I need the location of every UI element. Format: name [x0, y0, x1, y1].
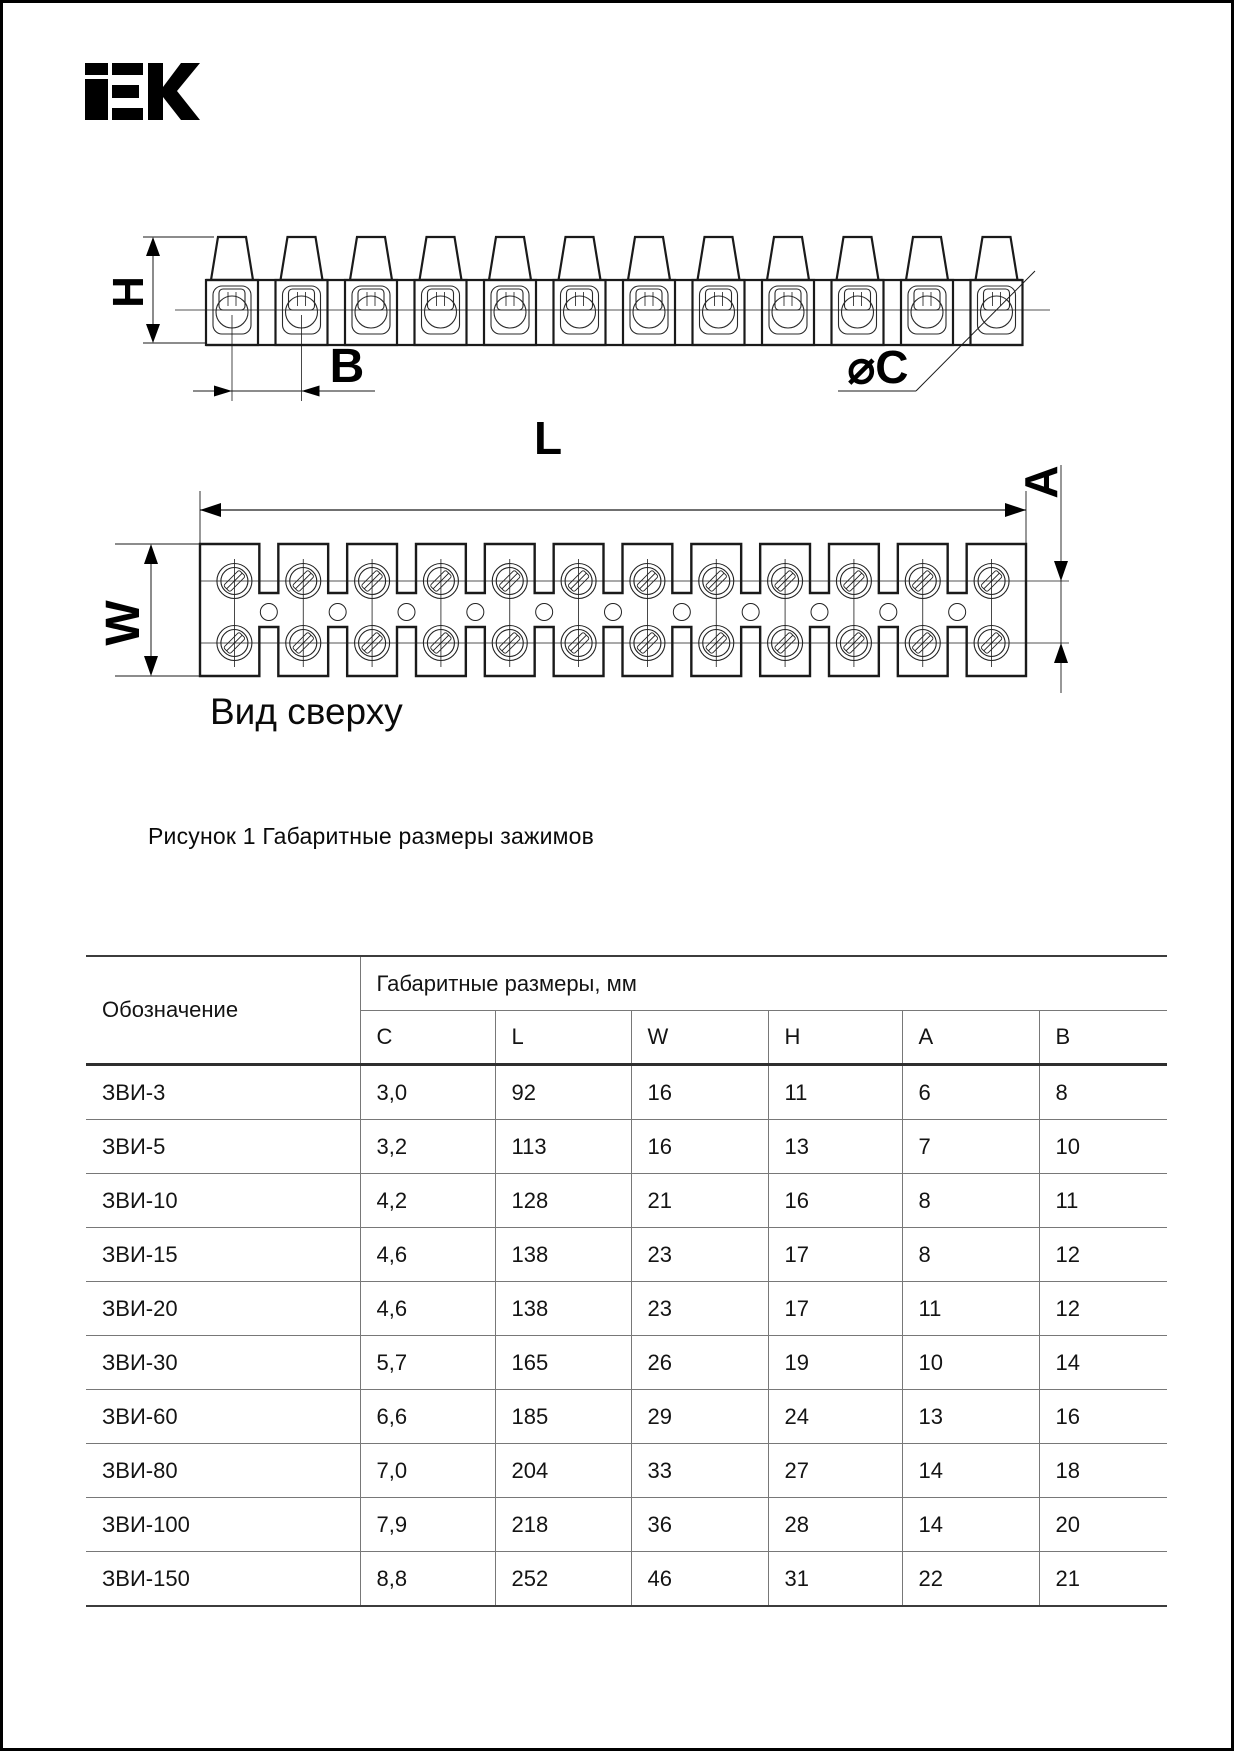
col-header-b: B	[1039, 1011, 1167, 1065]
table-row	[86, 1065, 1167, 1120]
table-row	[86, 1336, 1167, 1390]
cell-h: 13	[768, 1120, 902, 1174]
cell-a: 22	[902, 1552, 1039, 1607]
table-row	[86, 1498, 1167, 1552]
dimensions-table	[86, 955, 1167, 1607]
cell-b: 14	[1039, 1336, 1167, 1390]
col-header-w: W	[631, 1011, 768, 1065]
cell-h: 28	[768, 1498, 902, 1552]
figure-caption: Рисунок 1 Габаритные размеры зажимов	[148, 823, 595, 849]
row-designation: ЗВИ-15	[86, 1228, 360, 1282]
cell-b: 12	[1039, 1228, 1167, 1282]
cell-h: 16	[768, 1174, 902, 1228]
cell-w: 36	[631, 1498, 768, 1552]
cell-l: 138	[495, 1228, 631, 1282]
cell-c: 4,2	[360, 1174, 495, 1228]
cell-h: 17	[768, 1282, 902, 1336]
designation-header: Обозначение	[86, 956, 360, 1065]
dim-label-a: A	[1015, 465, 1067, 499]
row-designation: ЗВИ-60	[86, 1390, 360, 1444]
table-row	[86, 1552, 1167, 1607]
cell-b: 16	[1039, 1390, 1167, 1444]
cell-a: 8	[902, 1228, 1039, 1282]
cell-a: 6	[902, 1065, 1039, 1120]
cell-h: 27	[768, 1444, 902, 1498]
cell-c: 8,8	[360, 1552, 495, 1607]
cell-a: 7	[902, 1120, 1039, 1174]
table-row	[86, 1444, 1167, 1498]
cell-c: 6,6	[360, 1390, 495, 1444]
cell-l: 165	[495, 1336, 631, 1390]
cell-c: 3,2	[360, 1120, 495, 1174]
cell-l: 218	[495, 1498, 631, 1552]
cell-w: 16	[631, 1065, 768, 1120]
cell-a: 11	[902, 1282, 1039, 1336]
cell-a: 13	[902, 1390, 1039, 1444]
cell-h: 24	[768, 1390, 902, 1444]
cell-c: 7,9	[360, 1498, 495, 1552]
cell-w: 26	[631, 1336, 768, 1390]
cell-l: 92	[495, 1065, 631, 1120]
cell-w: 23	[631, 1282, 768, 1336]
cell-c: 5,7	[360, 1336, 495, 1390]
row-designation: ЗВИ-10	[86, 1174, 360, 1228]
cell-w: 29	[631, 1390, 768, 1444]
cell-b: 18	[1039, 1444, 1167, 1498]
cell-l: 113	[495, 1120, 631, 1174]
row-designation: ЗВИ-30	[86, 1336, 360, 1390]
top-view-caption: Вид сверху	[210, 691, 403, 732]
cell-b: 12	[1039, 1282, 1167, 1336]
cell-l: 128	[495, 1174, 631, 1228]
cell-h: 31	[768, 1552, 902, 1607]
table-row	[86, 1390, 1167, 1444]
cell-w: 23	[631, 1228, 768, 1282]
cell-a: 10	[902, 1336, 1039, 1390]
cell-a: 14	[902, 1444, 1039, 1498]
col-header-l: L	[495, 1011, 631, 1065]
cell-h: 17	[768, 1228, 902, 1282]
col-header-a: A	[902, 1011, 1039, 1065]
table-row	[86, 1174, 1167, 1228]
row-designation: ЗВИ-20	[86, 1282, 360, 1336]
dim-label-w: W	[97, 600, 150, 646]
row-designation: ЗВИ-100	[86, 1498, 360, 1552]
cell-l: 204	[495, 1444, 631, 1498]
iek-logo	[85, 63, 200, 120]
dim-label-l: L	[533, 412, 563, 464]
cell-b: 21	[1039, 1552, 1167, 1607]
dim-label-h: H	[104, 276, 153, 308]
row-designation: ЗВИ-3	[86, 1065, 360, 1120]
cell-w: 16	[631, 1120, 768, 1174]
dim-label-diameter-c: ⌀C	[847, 341, 909, 393]
cell-c: 4,6	[360, 1282, 495, 1336]
cell-h: 19	[768, 1336, 902, 1390]
cell-l: 138	[495, 1282, 631, 1336]
cell-h: 11	[768, 1065, 902, 1120]
cell-c: 4,6	[360, 1228, 495, 1282]
col-header-h: H	[768, 1011, 902, 1065]
table-row	[86, 1228, 1167, 1282]
cell-w: 21	[631, 1174, 768, 1228]
group-header: Габаритные размеры, мм	[360, 956, 1167, 1011]
table-row	[86, 1120, 1167, 1174]
cell-c: 7,0	[360, 1444, 495, 1498]
row-designation: ЗВИ-80	[86, 1444, 360, 1498]
row-designation: ЗВИ-150	[86, 1552, 360, 1607]
cell-w: 46	[631, 1552, 768, 1607]
table-header-row-1	[86, 956, 1167, 1011]
cell-w: 33	[631, 1444, 768, 1498]
cell-b: 11	[1039, 1174, 1167, 1228]
table-row	[86, 1282, 1167, 1336]
cell-a: 8	[902, 1174, 1039, 1228]
cell-b: 8	[1039, 1065, 1167, 1120]
dim-label-b: B	[329, 340, 365, 393]
col-header-c: C	[360, 1011, 495, 1065]
cell-b: 20	[1039, 1498, 1167, 1552]
cell-l: 252	[495, 1552, 631, 1607]
cell-c: 3,0	[360, 1065, 495, 1120]
cell-l: 185	[495, 1390, 631, 1444]
row-designation: ЗВИ-5	[86, 1120, 360, 1174]
cell-a: 14	[902, 1498, 1039, 1552]
cell-b: 10	[1039, 1120, 1167, 1174]
